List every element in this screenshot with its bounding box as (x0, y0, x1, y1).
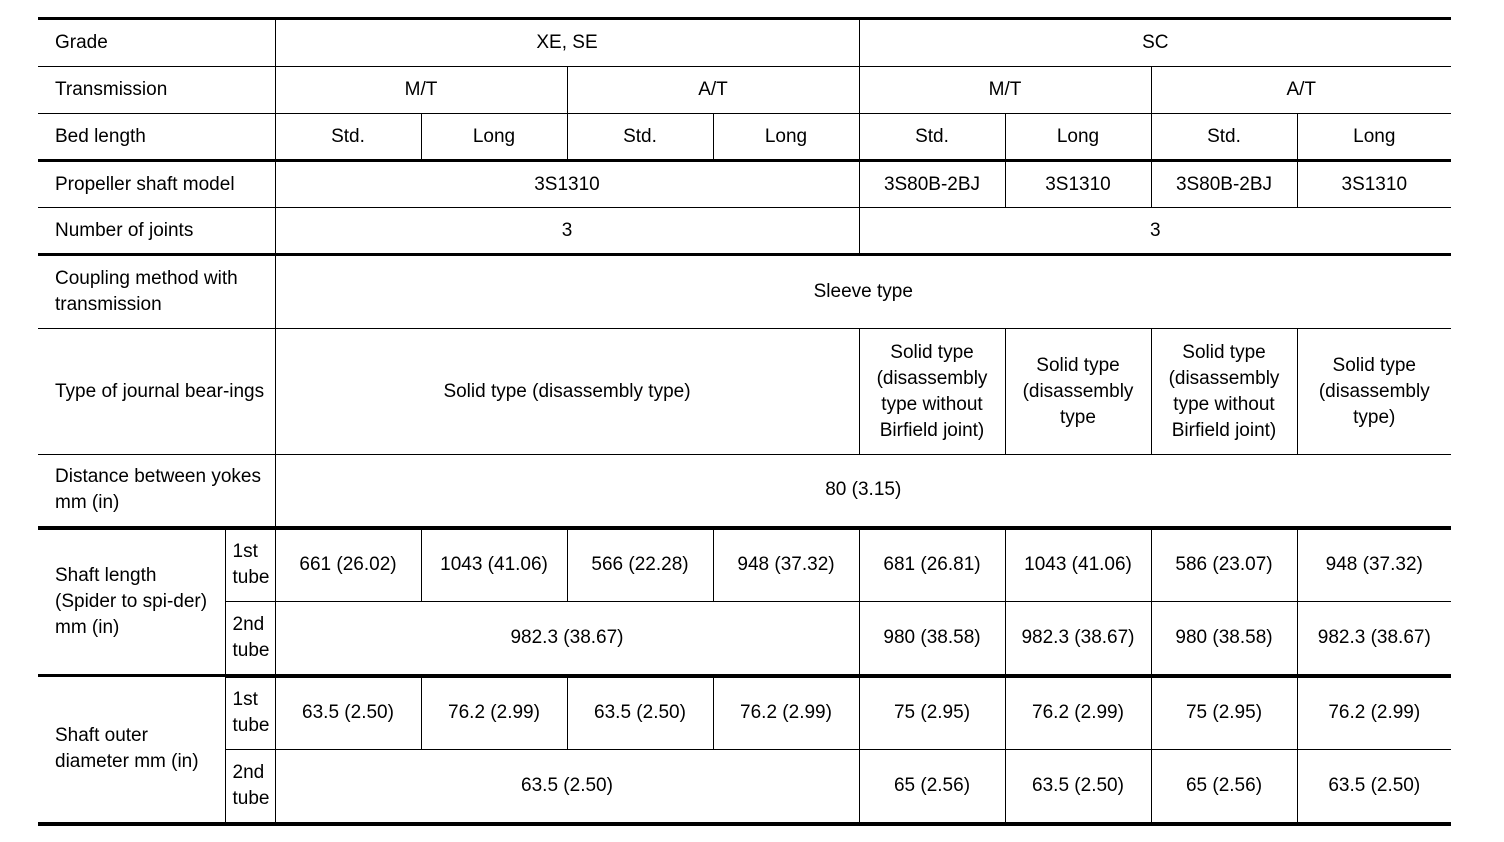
shaft-length-cell: 566 (22.28) (567, 528, 713, 602)
transmission-cell: A/T (567, 67, 859, 114)
shaft-length-1st-row (38, 528, 1451, 602)
coupling-method-label: Coupling method with transmission (38, 255, 275, 329)
outer-diameter-cell: 76.2 (2.99) (713, 676, 859, 750)
journal-bearings-cell: Solid type (disassembly type (1005, 329, 1151, 455)
bed-length-cell: Std. (1151, 114, 1297, 161)
joints-cell: 3 (859, 208, 1451, 255)
shaft-length-cell: 1043 (41.06) (421, 528, 567, 602)
bed-length-cell: Std. (567, 114, 713, 161)
shaft-length-2nd-row (38, 602, 1451, 676)
bed-length-cell: Std. (275, 114, 421, 161)
outer-diameter-cell: 63.5 (2.50) (1297, 750, 1451, 824)
number-of-joints-label: Number of joints (38, 208, 275, 255)
transmission-cell: M/T (859, 67, 1151, 114)
outer-diameter-cell: 65 (2.56) (859, 750, 1005, 824)
journal-bearings-cell: Solid type (disassembly type) (275, 329, 859, 455)
propeller-shaft-model-row (38, 161, 1451, 208)
shaft-length-cell: 948 (37.32) (1297, 528, 1451, 602)
shaft-length-cell: 980 (38.58) (859, 602, 1005, 676)
outer-diameter-cell: 63.5 (2.50) (275, 676, 421, 750)
outer-diameter-2nd-row (38, 750, 1451, 824)
grade-sc: SC (859, 19, 1451, 67)
transmission-label: Transmission (38, 67, 275, 114)
model-cell: 3S80B-2BJ (1151, 161, 1297, 208)
transmission-cell: A/T (1151, 67, 1451, 114)
journal-bearings-cell: Solid type (disassembly type without Birfield joint) (1151, 329, 1297, 455)
outer-diameter-1st-row (38, 676, 1451, 750)
first-tube-label: 1st tube (225, 676, 275, 750)
journal-bearings-cell: Solid type (disassembly type) (1297, 329, 1451, 455)
outer-diameter-cell: 75 (2.95) (859, 676, 1005, 750)
outer-diameter-cell: 76.2 (2.99) (1005, 676, 1151, 750)
shaft-length-cell: 980 (38.58) (1151, 602, 1297, 676)
grade-xe-se: XE, SE (275, 19, 859, 67)
shaft-length-cell: 661 (26.02) (275, 528, 421, 602)
model-cell: 3S1310 (275, 161, 859, 208)
outer-diameter-cell: 63.5 (2.50) (1005, 750, 1151, 824)
grade-label: Grade (38, 19, 275, 67)
shaft-length-cell: 586 (23.07) (1151, 528, 1297, 602)
transmission-row (38, 67, 1451, 114)
second-tube-label: 2nd tube (225, 602, 275, 676)
shaft-length-cell: 982.3 (38.67) (275, 602, 859, 676)
grade-row (38, 19, 1451, 67)
shaft-outer-diameter-label: Shaft outer diameter mm (in) (38, 676, 225, 824)
bed-length-cell: Long (713, 114, 859, 161)
shaft-length-cell: 1043 (41.06) (1005, 528, 1151, 602)
outer-diameter-cell: 63.5 (2.50) (567, 676, 713, 750)
journal-bearings-row (38, 329, 1451, 455)
joints-cell: 3 (275, 208, 859, 255)
yoke-distance-cell: 80 (3.15) (275, 455, 1451, 528)
shaft-length-cell: 982.3 (38.67) (1297, 602, 1451, 676)
outer-diameter-cell: 76.2 (2.99) (421, 676, 567, 750)
shaft-length-label: Shaft length (Spider to spi-der) mm (in) (38, 528, 225, 676)
first-tube-label: 1st tube (225, 528, 275, 602)
journal-bearings-label: Type of journal bear-ings (38, 329, 275, 455)
bed-length-row (38, 114, 1451, 161)
coupling-method-cell: Sleeve type (275, 255, 1451, 329)
yoke-distance-row (38, 455, 1451, 528)
transmission-cell: M/T (275, 67, 567, 114)
shaft-length-cell: 948 (37.32) (713, 528, 859, 602)
model-cell: 3S80B-2BJ (859, 161, 1005, 208)
shaft-length-cell: 681 (26.81) (859, 528, 1005, 602)
journal-bearings-cell: Solid type (disassembly type without Birfield joint) (859, 329, 1005, 455)
bed-length-cell: Long (1297, 114, 1451, 161)
yoke-distance-label: Distance between yokes mm (in) (38, 455, 275, 528)
bed-length-cell: Long (421, 114, 567, 161)
outer-diameter-cell: 65 (2.56) (1151, 750, 1297, 824)
shaft-length-cell: 982.3 (38.67) (1005, 602, 1151, 676)
coupling-method-row (38, 255, 1451, 329)
model-cell: 3S1310 (1297, 161, 1451, 208)
outer-diameter-cell: 75 (2.95) (1151, 676, 1297, 750)
propeller-shaft-model-label: Propeller shaft model (38, 161, 275, 208)
propeller-shaft-spec-table (38, 17, 1451, 826)
bed-length-cell: Std. (859, 114, 1005, 161)
bed-length-label: Bed length (38, 114, 275, 161)
bed-length-cell: Long (1005, 114, 1151, 161)
model-cell: 3S1310 (1005, 161, 1151, 208)
outer-diameter-cell: 63.5 (2.50) (275, 750, 859, 824)
outer-diameter-cell: 76.2 (2.99) (1297, 676, 1451, 750)
number-of-joints-row (38, 208, 1451, 255)
second-tube-label: 2nd tube (225, 750, 275, 824)
